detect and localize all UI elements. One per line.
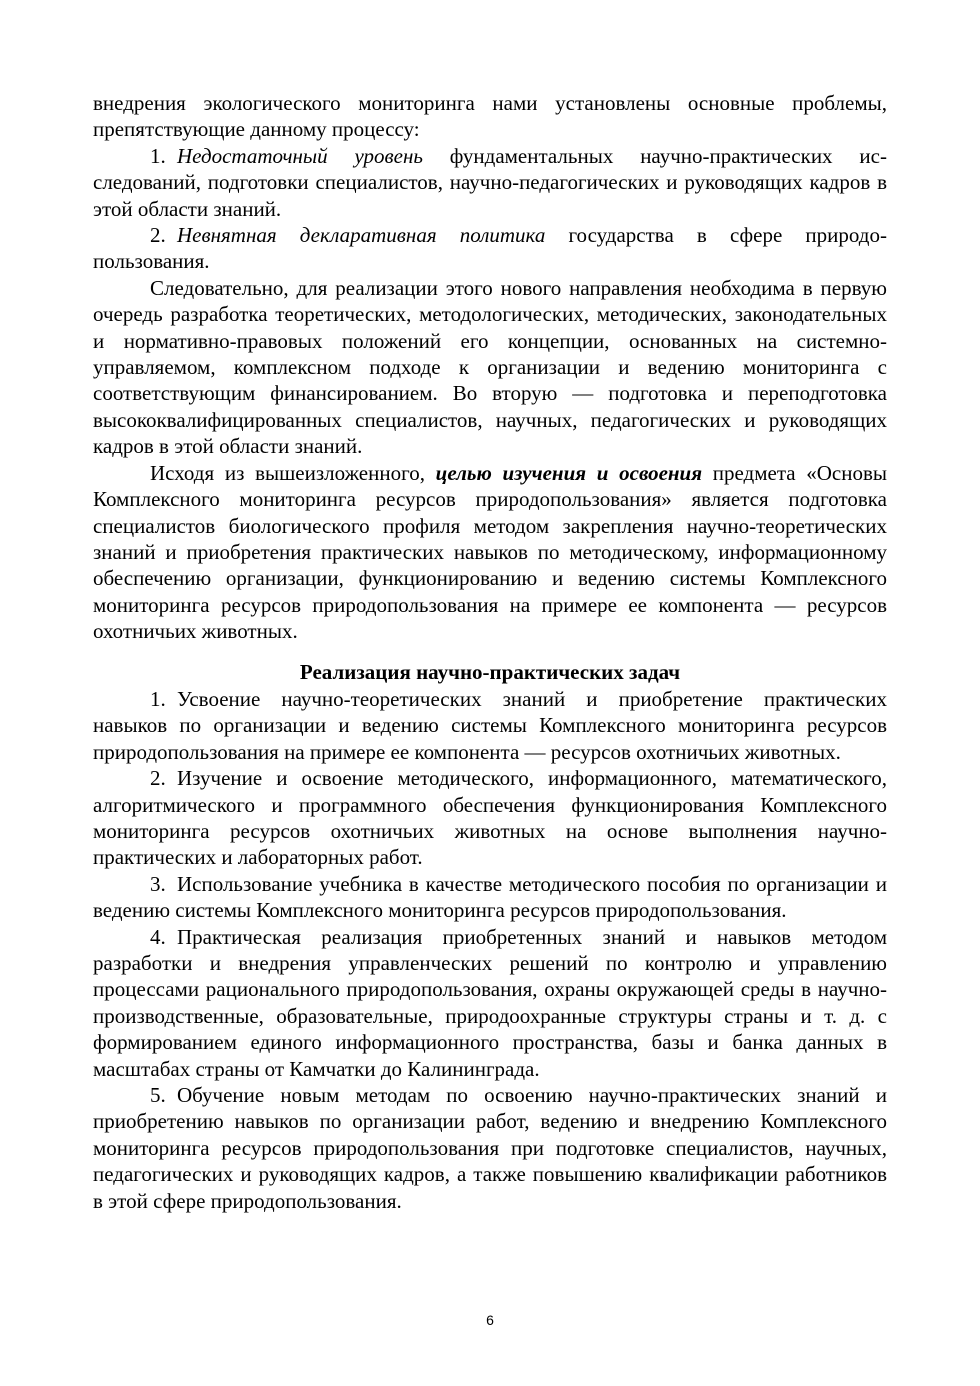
task-number: 4.	[150, 924, 166, 949]
task-number: 5.	[150, 1083, 166, 1108]
page-number: 6	[486, 1312, 494, 1328]
task-number: 3.	[150, 871, 166, 896]
goal-emphasis: целью изучения и освоения	[435, 460, 703, 485]
goal-paragraph	[93, 460, 887, 645]
task-item	[93, 765, 887, 871]
problem-number: 1.	[150, 143, 166, 168]
task-text: Усвоение научно-теоретических знаний и приобретение практических навыков по организации и ведению системы Комплексного мониторинга ресурсов природопользования на примере ее компонента — ресурсов охотничьих животных.	[93, 686, 887, 764]
task-text: Изучение и освоение методического, информационного, математического, алгоритмического и программного обеспечения функционирования Комплексного мониторинга ресурсов охотничьих животных на основе выполнения научно-практических и лабораторных работ.	[93, 766, 887, 870]
task-text: Обучение новым методам по освоению научно-практических знаний и приобретению навыков по организации работ, ведению и внедрению Комплексного мониторинга ресурсов природопользования при подготовке специалистов, научных, педагогических и руководящих кадров, а также повышению квалификации работников в этой сфере природопользования.	[93, 1083, 887, 1213]
problem-emphasis: Невнятная декларативная политика	[177, 223, 546, 248]
problem-text: государства в сфере природопользования.	[93, 223, 887, 274]
problem-item	[93, 222, 887, 275]
task-text: Практическая реализация приобретенных знаний и навыков методом разработки и внедрения управленческих решений по контролю и управлению процессами рационального природопользования, охраны окружающей среды в научно-производственные, образовательные, природоохранные структуры страны и т. д. с формированием единого информационного пространства, базы и банка данных в масштабах страны от Камчатки до Калининграда.	[93, 924, 887, 1081]
intro-paragraph: внедрения экологического мониторинга нами установлены основные проблемы, препятствующие данному процессу:	[93, 91, 887, 142]
document-page	[93, 90, 887, 1214]
problem-number: 2.	[150, 223, 166, 248]
section-heading: Реализация научно-практических задач	[299, 659, 681, 684]
goal-text: предмета «Основы Комплексного мониторинга ресурсов природопользования» является подготовка специалистов биологического профиля методом закрепления научно-теоретических знаний и приобретения практических навыков по методическому, информационному обеспечению организации, функционированию и ведению системы Комплексного мониторинга ресурсов природопользования на примере ее компонента — ресурсов охотничьих животных.	[93, 460, 888, 644]
task-item	[93, 924, 887, 1082]
task-item	[93, 1082, 887, 1214]
task-text: Использование учебника в качестве методического пособия по организации и ведению системы Комплексного мониторинга ресурсов природопользования.	[93, 871, 887, 923]
task-item	[93, 686, 887, 765]
goal-lead-text: Исходя из вышеизложенного,	[150, 460, 425, 485]
task-number: 1.	[150, 686, 166, 711]
problem-emphasis: Недостаточный уровень	[177, 143, 423, 168]
consequence-paragraph: Следовательно, для реализации этого нового направления необходима в первую очередь разработка теоретических, методологических, методических, законодательных и нормативно-правовых положений его концепции, основанных на системно-управляемом, комплексном подходе к организации и ведению мониторинга с соответствующим финансированием. Во вторую — подготовка и переподготовка высококвалифицированных специалистов, научных, педагогических и руководящих кадров в этой области знаний.	[93, 275, 887, 459]
problem-item	[93, 143, 887, 222]
problem-text: фундаментальных научно-практических исследований, подготовки специалистов, научно-педагогических и руководящих кадров в этой области знаний.	[93, 143, 887, 221]
task-item	[93, 871, 887, 924]
task-number: 2.	[150, 766, 166, 791]
